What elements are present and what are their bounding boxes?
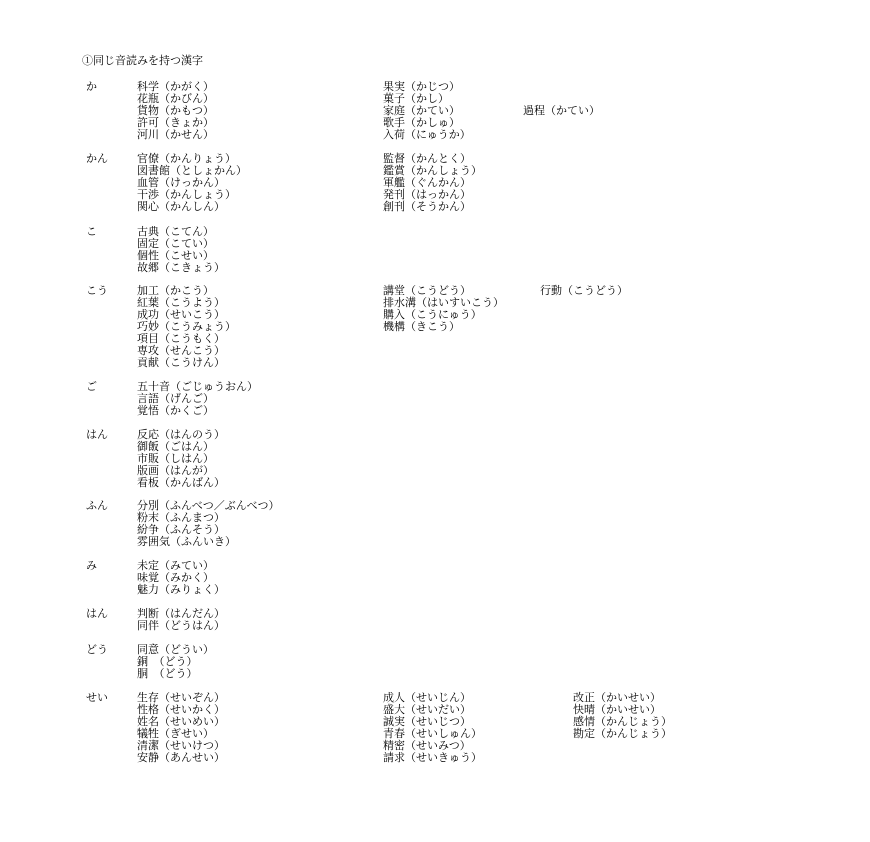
word-entry: 反応（はんのう） bbox=[137, 428, 225, 441]
word-entry: 味覚（みかく） bbox=[137, 571, 214, 584]
word-entry: 魅力（みりょく） bbox=[137, 583, 225, 596]
word-entry: 官僚（かんりょう） bbox=[137, 152, 236, 165]
page-title: ①同じ音読みを持つ漢字 bbox=[82, 54, 203, 67]
word-column-1 bbox=[137, 500, 280, 548]
word-entry: 改正（かいせい） bbox=[573, 691, 661, 704]
word-entry: 加工（かこう） bbox=[137, 284, 214, 297]
reading-group-sei bbox=[0, 692, 870, 764]
word-column-1 bbox=[137, 429, 225, 489]
word-entry: 快晴（かいせい） bbox=[573, 703, 661, 716]
word-column-1 bbox=[137, 560, 225, 596]
word-column-2 bbox=[383, 153, 482, 213]
word-entry: 科学（かがく） bbox=[137, 80, 214, 93]
word-entry: 関心（かんしん） bbox=[137, 200, 225, 213]
word-entry: 勘定（かんじょう） bbox=[573, 727, 672, 740]
word-entry: 巧妙（こうみょう） bbox=[137, 320, 236, 333]
word-entry: 銅 （どう） bbox=[137, 655, 198, 668]
word-entry: 成人（せいじん） bbox=[383, 691, 471, 704]
word-entry: 安静（あんせい） bbox=[137, 751, 225, 764]
word-entry: 項目（こうもく） bbox=[137, 332, 225, 345]
word-entry: 軍艦（ぐんかん） bbox=[383, 176, 471, 189]
word-entry: 図書館（としょかん） bbox=[137, 164, 247, 177]
reading-label: み bbox=[86, 559, 97, 572]
word-column-1 bbox=[137, 608, 225, 632]
word-entry: 胴 （どう） bbox=[137, 667, 198, 680]
reading-group-han-2 bbox=[0, 608, 870, 632]
word-entry: 家庭（かてい） bbox=[383, 104, 460, 117]
word-entry: 機構（きこう） bbox=[383, 320, 460, 333]
word-entry: 干渉（かんしょう） bbox=[137, 188, 236, 201]
word-entry: 花瓶（かびん） bbox=[137, 92, 214, 105]
reading-group-go bbox=[0, 381, 870, 417]
reading-group-kou bbox=[0, 285, 870, 369]
word-entry: 講堂（こうどう） bbox=[383, 284, 471, 297]
reading-label: ご bbox=[86, 380, 97, 393]
word-entry: 歌手（かしゅ） bbox=[383, 116, 460, 129]
word-entry: 同伴（どうはん） bbox=[137, 619, 225, 632]
word-entry: 購入（こうにゅう） bbox=[383, 308, 482, 321]
word-entry: 専攻（せんこう） bbox=[137, 344, 225, 357]
reading-label: かん bbox=[86, 152, 108, 165]
reading-group-fun bbox=[0, 500, 870, 548]
word-entry: 鑑賞（かんしょう） bbox=[383, 164, 482, 177]
reading-group-ko bbox=[0, 226, 870, 274]
reading-group-mi bbox=[0, 560, 870, 596]
word-entry: 誠実（せいじつ） bbox=[383, 715, 471, 728]
reading-label: どう bbox=[86, 643, 108, 656]
word-entry: 姓名（せいめい） bbox=[137, 715, 225, 728]
word-column-1 bbox=[137, 226, 225, 274]
reading-label: せい bbox=[86, 691, 108, 704]
word-entry: 血管（けっかん） bbox=[137, 176, 225, 189]
word-column-3 bbox=[573, 692, 672, 740]
word-column-1 bbox=[137, 381, 258, 417]
word-entry: 入荷（にゅうか） bbox=[383, 128, 471, 141]
word-entry: 貨物（かもつ） bbox=[137, 104, 214, 117]
reading-group-kan bbox=[0, 153, 870, 213]
reading-group-han bbox=[0, 429, 870, 489]
word-entry: 紅葉（こうよう） bbox=[137, 296, 225, 309]
word-entry: 古典（こてん） bbox=[137, 225, 214, 238]
reading-label: こう bbox=[86, 284, 108, 297]
word-entry: 言語（げんご） bbox=[137, 392, 214, 405]
word-entry: 青春（せいしゅん） bbox=[383, 727, 482, 740]
word-entry: 分別（ふんべつ／ぶんべつ） bbox=[137, 499, 280, 512]
reading-group-ka bbox=[0, 81, 870, 141]
word-column-1 bbox=[137, 644, 214, 680]
word-entry: 請求（せいきゅう） bbox=[383, 751, 482, 764]
word-column-1 bbox=[137, 81, 214, 141]
word-column-2 bbox=[383, 285, 504, 333]
word-entry: 御飯（ごはん） bbox=[137, 440, 214, 453]
word-entry: 性格（せいかく） bbox=[137, 703, 225, 716]
word-entry: 許可（きょか） bbox=[137, 116, 214, 129]
word-column-2 bbox=[383, 81, 471, 141]
word-entry-extra: 過程（かてい） bbox=[523, 104, 600, 117]
word-entry-extra: 行動（こうどう） bbox=[540, 284, 628, 297]
word-entry: 犠牲（ぎせい） bbox=[137, 727, 214, 740]
word-entry: 盛大（せいだい） bbox=[383, 703, 471, 716]
word-entry: 判断（はんだん） bbox=[137, 607, 225, 620]
word-entry: 創刊（そうかん） bbox=[383, 200, 471, 213]
word-entry: 精密（せいみつ） bbox=[383, 739, 471, 752]
word-entry: 紛争（ふんそう） bbox=[137, 523, 225, 536]
reading-label: はん bbox=[86, 428, 108, 441]
word-entry: 看板（かんばん） bbox=[137, 476, 225, 489]
word-entry: 固定（こてい） bbox=[137, 237, 214, 250]
reading-label: ふん bbox=[86, 499, 108, 512]
word-entry: 未定（みてい） bbox=[137, 559, 214, 572]
word-column-2 bbox=[383, 692, 482, 764]
word-entry: 貢献（こうけん） bbox=[137, 356, 225, 369]
word-entry: 生存（せいぞん） bbox=[137, 691, 225, 704]
word-entry: 五十音（ごじゅうおん） bbox=[137, 380, 258, 393]
word-entry: 果実（かじつ） bbox=[383, 80, 460, 93]
word-entry: 同意（どうい） bbox=[137, 643, 214, 656]
word-entry: 故郷（こきょう） bbox=[137, 261, 225, 274]
word-entry: 菓子（かし） bbox=[383, 92, 449, 105]
word-entry: 個性（こせい） bbox=[137, 249, 214, 262]
word-entry: 河川（かせん） bbox=[137, 128, 214, 141]
reading-label: はん bbox=[86, 607, 108, 620]
reading-label: か bbox=[86, 80, 97, 93]
word-entry: 成功（せいこう） bbox=[137, 308, 225, 321]
word-entry: 覚悟（かくご） bbox=[137, 404, 214, 417]
word-entry: 粉末（ふんまつ） bbox=[137, 511, 225, 524]
reading-group-dou bbox=[0, 644, 870, 680]
word-entry: 版画（はんが） bbox=[137, 464, 214, 477]
word-entry: 排水溝（はいすいこう） bbox=[383, 296, 504, 309]
word-column-1 bbox=[137, 153, 247, 213]
word-entry: 雰囲気（ふんいき） bbox=[137, 535, 236, 548]
word-entry: 清潔（せいけつ） bbox=[137, 739, 225, 752]
reading-label: こ bbox=[86, 225, 97, 238]
word-entry: 感情（かんじょう） bbox=[573, 715, 672, 728]
word-entry: 発刊（はっかん） bbox=[383, 188, 471, 201]
word-entry: 市販（しはん） bbox=[137, 452, 214, 465]
word-entry: 監督（かんとく） bbox=[383, 152, 471, 165]
word-column-1 bbox=[137, 692, 225, 764]
word-column-1 bbox=[137, 285, 236, 369]
